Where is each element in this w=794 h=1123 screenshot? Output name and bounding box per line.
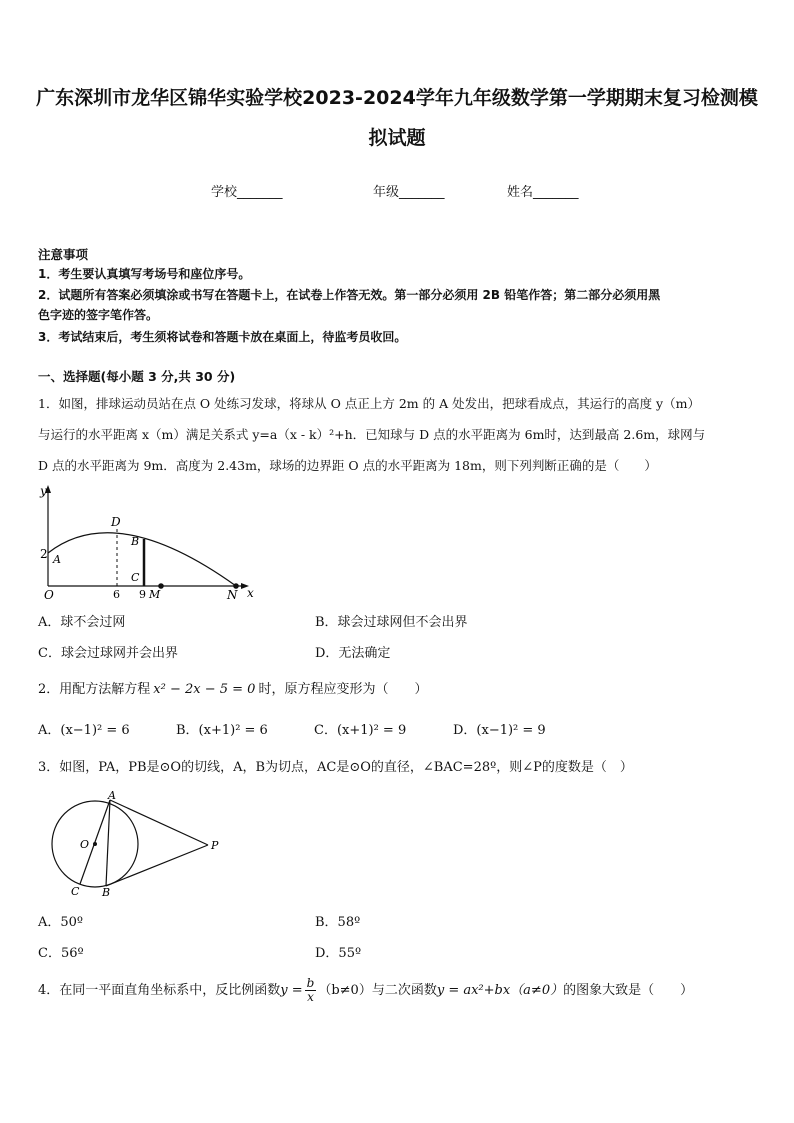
q4-fraction: [305, 977, 317, 1004]
notice-item-1: 1．考生要认真填写考场号和座位序号。: [38, 267, 251, 281]
center-o: [93, 842, 97, 846]
q2-option-d[interactable]: D．(x−1)² = 9: [453, 723, 546, 738]
q1-stem-line-2: 与运行的水平距离 x（m）满足关系式 y=a（x - k）²+h．已知球与 D 点的水平距离为 6m时，达到最高 2.6m，球网与: [38, 427, 706, 442]
q4-stem: [38, 975, 693, 1007]
q4-frac-den: x: [307, 990, 314, 1004]
notice-heading: 注意事项: [38, 247, 89, 262]
q2-stem: [38, 682, 427, 698]
label-x: x: [247, 586, 254, 600]
label-a: A: [53, 553, 61, 566]
title-line-2: 拟试题: [368, 127, 426, 149]
label-m: M: [149, 588, 161, 601]
label-b: B: [131, 535, 140, 548]
tangent-pb: [106, 845, 208, 886]
q3-option-c[interactable]: C．56º: [38, 946, 84, 961]
label-9: 9: [139, 588, 146, 601]
q4-func-lhs: y =: [280, 983, 303, 998]
label-b: B: [102, 886, 111, 899]
q2-stem-post: 时，原方程应变形为（ ）: [258, 682, 428, 697]
notice-item-2: 2．试题所有答案必须填涂或书写在答题卡上，在试卷上作答无效。第一部分必须用 2B 铅笔作答；第二部分必须用黑: [38, 288, 661, 302]
chord-ab: [106, 800, 110, 886]
q2-option-a[interactable]: A．(x−1)² = 6: [38, 723, 130, 738]
tangent-pa: [110, 800, 208, 845]
label-p: P: [211, 839, 219, 852]
title-line-1: 广东深圳市龙华区锦华实验学校2023-2024学年九年级数学第一学期期末复习检测模: [36, 87, 758, 109]
q1-stem-line-1: 1．如图，排球运动员站在点 O 处练习发球，将球从 O 点正上方 2m 的 A 处发出，把球看成点，其运行的高度 y（m）: [38, 396, 700, 411]
label-o: O: [80, 838, 90, 851]
q3-option-b[interactable]: B．58º: [315, 915, 361, 930]
notice-item-3: 3．考试结束后，考生须将试卷和答题卡放在桌面上，待监考员收回。: [38, 330, 407, 344]
q3-stem: 3．如图，PA，PB是⊙O的切线，A，B为切点，AC是⊙O的直径，∠BAC=28º，则∠P的度数是（ ）: [38, 760, 633, 775]
q1-option-b[interactable]: B．球会过球网但不会出界: [315, 615, 468, 630]
section-1-heading: 一、选择题(每小题 3 分,共 30 分): [38, 369, 236, 384]
label-y: y: [40, 484, 47, 498]
label-c: C: [131, 571, 140, 584]
q3-option-a[interactable]: A．50º: [38, 915, 84, 930]
label-2: 2: [40, 547, 48, 561]
label-6: 6: [113, 588, 120, 601]
ball-trajectory: [48, 533, 236, 586]
name-field[interactable]: 姓名_______: [507, 185, 579, 200]
q4-frac-num: b: [306, 976, 315, 990]
exam-title: [30, 78, 764, 158]
q4-stem-post: 的图象大致是（ ）: [563, 983, 694, 998]
q4-stem-pre: 4．在同一平面直角坐标系中，反比例函数: [38, 983, 281, 998]
label-a: A: [108, 789, 116, 802]
q1-stem-line-3: D 点的水平距离为 9m．高度为 2.43m，球场的边界距 O 点的水平距离为 18m，则下列判断正确的是（ ）: [38, 458, 657, 473]
school-field[interactable]: 学校_______: [211, 185, 283, 200]
label-c: C: [71, 885, 80, 898]
q3-option-d[interactable]: D．55º: [315, 946, 362, 961]
student-info-row: [0, 181, 794, 205]
q3-figure: [42, 788, 232, 900]
q1-option-a[interactable]: A．球不会过网: [38, 615, 126, 630]
grade-field[interactable]: 年级_______: [373, 185, 445, 200]
q2-option-c[interactable]: C．(x+1)² = 9: [314, 723, 407, 738]
label-o: O: [44, 588, 54, 602]
label-n: N: [227, 588, 238, 602]
q4-stem-mid: （b≠0）与二次函数: [318, 983, 437, 998]
label-d: D: [111, 515, 121, 529]
q1-option-c[interactable]: C．球会过球网并会出界: [38, 646, 178, 661]
q1-figure: [36, 482, 266, 604]
q4-quadratic: y = ax²+bx（a≠0）: [436, 983, 564, 998]
notice-item-2-cont: 色字迹的签字笔作答。: [38, 308, 159, 322]
q2-option-b[interactable]: B．(x+1)² = 6: [176, 723, 268, 738]
q2-stem-pre: 2．用配方法解方程: [38, 682, 151, 697]
q1-option-d[interactable]: D．无法确定: [315, 646, 391, 661]
q2-equation: x² − 2x − 5 = 0: [153, 682, 256, 697]
